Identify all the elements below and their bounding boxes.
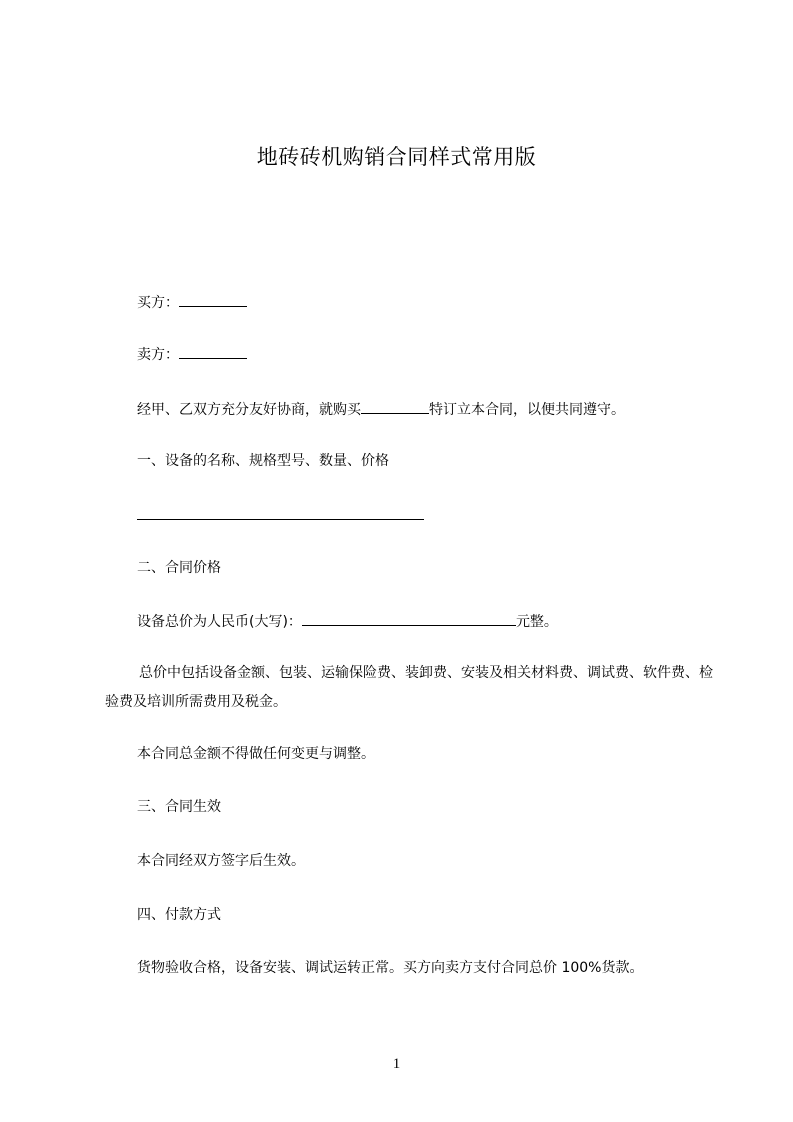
total-price-suffix: 元整。 [515,614,558,630]
page-title: 地砖砖机购销合同样式常用版 [256,145,537,169]
section-2-heading: 二、合同价格 [137,560,221,576]
section-4-heading: 四、付款方式 [137,907,221,923]
price-includes-paragraph: 总价中包括设备金额、包装、运输保险费、装卸费、安装及相关材料费、调试费、软件费、检验费及培训所需费用及税金。 [105,665,713,710]
buyer-line [137,292,247,313]
buyer-label: 买方： [137,295,179,311]
page-number: 1 [392,1056,401,1072]
seller-blank[interactable] [179,344,247,359]
total-price-line [137,611,558,632]
total-price-blank[interactable] [302,611,516,626]
equipment-blank-line[interactable] [137,519,424,520]
total-price-label: 设备总价为人民币(大写)： [137,614,302,630]
section-3-heading: 三、合同生效 [137,799,221,815]
seller-label: 卖方： [137,347,179,363]
intro-paragraph [137,399,625,420]
section-1-heading: 一、设备的名称、规格型号、数量、价格 [137,453,389,469]
purchase-item-blank[interactable] [361,399,429,414]
buyer-blank[interactable] [179,292,247,307]
payment-text: 货物验收合格，设备安装、调试运转正常。买方向卖方支付合同总价 100%货款。 [137,960,644,976]
intro-text-a: 经甲、乙双方充分友好协商，就购买 [137,402,361,418]
no-change-text: 本合同总金额不得做任何变更与调整。 [137,746,375,762]
effective-text: 本合同经双方签字后生效。 [137,853,305,869]
intro-text-b: 特订立本合同，以便共同遵守。 [429,402,625,418]
seller-line [137,344,247,365]
